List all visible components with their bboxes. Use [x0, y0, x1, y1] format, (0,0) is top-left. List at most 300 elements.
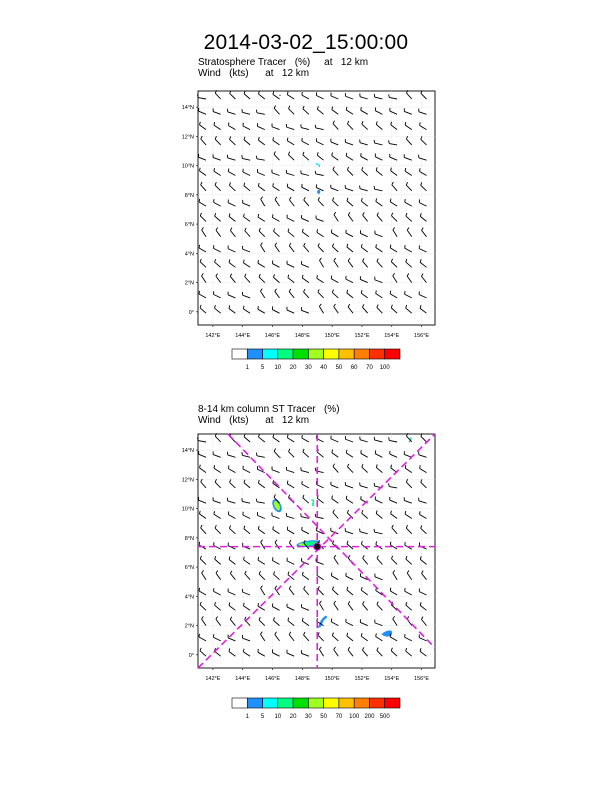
wind-barb — [243, 649, 250, 656]
wind-barb — [393, 616, 397, 625]
wind-barb-staff — [347, 124, 353, 130]
wind-barb-staff — [375, 157, 382, 161]
wind-barb-staff — [348, 604, 353, 610]
wind-barb-staff — [362, 307, 367, 313]
wind-barb-flag — [214, 168, 215, 171]
wind-barb — [361, 633, 367, 641]
wind-barb-flag — [230, 617, 232, 620]
colorbar-swatch — [324, 349, 339, 359]
wind-barb — [420, 213, 426, 221]
wind-barb-flag — [274, 228, 275, 231]
wind-barb — [200, 213, 206, 222]
wind-barb — [405, 291, 412, 298]
wind-barb-flag — [200, 305, 201, 308]
wind-barb-flag — [319, 601, 321, 604]
wind-barb-staff — [274, 231, 280, 236]
wind-barb — [258, 434, 264, 442]
wind-barb — [287, 92, 294, 99]
wind-barb-flag — [245, 228, 246, 231]
wind-barb — [361, 244, 367, 252]
wind-barb-staff — [420, 216, 426, 221]
wind-barb-flag — [303, 449, 304, 452]
wind-barb-staff — [244, 437, 250, 442]
wind-barb — [274, 105, 279, 114]
wind-barb — [315, 514, 323, 519]
wind-barb — [259, 228, 265, 237]
lon-label: 148°E — [294, 676, 310, 682]
wind-barb — [229, 182, 235, 190]
wind-barb-staff — [407, 230, 412, 237]
wind-barb-flag — [406, 648, 407, 651]
wind-barb — [302, 215, 309, 221]
wind-barb — [215, 90, 220, 99]
wind-barb-flag — [215, 259, 216, 262]
wind-barb-staff — [363, 215, 368, 221]
wind-barb — [216, 273, 221, 282]
wind-barb-staff — [332, 499, 339, 504]
wind-barb-staff — [258, 186, 264, 191]
bottom-subtitle-1: 8-14 km column ST Tracer (%) — [198, 404, 340, 415]
wind-barb — [287, 307, 294, 313]
wind-barb — [304, 586, 309, 595]
wind-barb-flag — [393, 570, 395, 573]
wind-barb-staff — [348, 261, 353, 267]
wind-barb — [303, 495, 309, 503]
wind-barb — [405, 465, 412, 473]
wind-barb-staff — [289, 200, 294, 206]
wind-barb-staff — [215, 605, 221, 610]
wind-barb-flag — [289, 197, 291, 200]
colorbar-swatch — [385, 698, 400, 708]
wind-barb — [273, 183, 280, 190]
wind-barb-staff — [244, 186, 250, 191]
wind-barb — [275, 632, 280, 641]
wind-barb — [406, 433, 411, 442]
top-subtitle-2: Wind (kts) at 12 km — [198, 68, 310, 79]
wind-barb-flag — [420, 122, 421, 125]
wind-barb — [301, 604, 308, 610]
wind-barb-flag — [260, 289, 262, 292]
wind-barb-staff — [393, 230, 397, 237]
wind-barb — [261, 243, 265, 252]
wind-barb-staff — [405, 514, 412, 518]
wind-barb — [275, 197, 279, 206]
colorbar-label: 100 — [349, 714, 360, 720]
wind-barb-flag — [362, 647, 363, 650]
wind-barb-flag — [420, 602, 421, 605]
wind-barb-staff — [346, 622, 353, 626]
wind-barb-flag — [391, 259, 392, 262]
wind-barb-staff — [261, 245, 265, 252]
wind-barb-flag — [406, 525, 407, 528]
wind-barb-staff — [389, 144, 397, 145]
wind-barb — [331, 276, 338, 283]
wind-barb-staff — [332, 636, 338, 641]
wind-barb-staff — [229, 185, 235, 190]
wind-barb — [228, 511, 235, 518]
wind-barb-flag — [287, 138, 288, 141]
wind-barb-flag — [391, 305, 392, 308]
wind-barb-flag — [362, 304, 363, 307]
wind-barb — [214, 511, 221, 518]
wind-barb-flag — [390, 542, 391, 545]
wind-barb — [227, 155, 235, 160]
wind-barb-flag — [407, 570, 409, 573]
wind-barb — [273, 434, 280, 442]
wind-barb — [288, 618, 294, 626]
wind-barb — [376, 121, 382, 129]
wind-barb — [273, 274, 279, 282]
wind-barb — [273, 617, 279, 625]
wind-barb — [331, 619, 338, 626]
wind-barb-flag — [420, 556, 421, 559]
wind-barb-staff — [406, 528, 412, 534]
wind-barb — [243, 260, 250, 268]
wind-barb — [347, 541, 353, 549]
wind-barb — [243, 512, 250, 519]
wind-barb-staff — [377, 261, 382, 267]
wind-barb-staff — [230, 482, 236, 487]
wind-barb-flag — [229, 182, 230, 185]
wind-barb — [275, 243, 280, 252]
wind-barb-flag — [200, 213, 201, 216]
wind-barb-flag — [391, 648, 392, 651]
wind-barb — [213, 451, 221, 457]
wind-barb — [404, 108, 412, 114]
wind-barb — [376, 290, 383, 297]
wind-barb-staff — [228, 203, 235, 206]
wind-barb — [377, 213, 382, 222]
wind-barb-staff — [375, 234, 382, 237]
wind-barb — [244, 434, 250, 442]
wind-barb — [334, 601, 338, 610]
wind-barb — [287, 138, 294, 145]
wind-barb-flag — [243, 649, 244, 652]
wind-barb — [317, 449, 323, 457]
wind-barb-staff — [390, 637, 397, 641]
wind-barb — [261, 197, 265, 206]
colorbar-swatch — [263, 349, 278, 359]
wind-barb-staff — [421, 276, 426, 282]
wind-barb-staff — [360, 486, 368, 488]
wind-barb-flag — [334, 647, 336, 650]
wind-barb-flag — [256, 156, 257, 159]
wind-barb-staff — [405, 248, 412, 252]
wind-barb — [243, 466, 250, 473]
wind-barb-staff — [258, 652, 265, 656]
wind-barb-flag — [289, 540, 291, 543]
wind-barb — [348, 601, 353, 610]
wind-barb-staff — [273, 94, 280, 99]
wind-barb-staff — [258, 606, 265, 610]
wind-barb — [214, 634, 221, 641]
colorbar-swatch — [369, 698, 384, 708]
wind-barb-flag — [258, 137, 259, 140]
wind-barb-flag — [319, 647, 321, 650]
wind-barb — [404, 451, 412, 457]
wind-barb — [286, 467, 294, 473]
wind-barb — [302, 481, 309, 488]
lat-label: 2°N — [184, 280, 194, 287]
wind-barb — [289, 243, 294, 252]
wind-barb-staff — [228, 172, 235, 176]
wind-barb — [421, 617, 426, 626]
wind-barb-staff — [333, 201, 339, 207]
wind-barb-staff — [199, 111, 206, 114]
wind-barb-flag — [243, 306, 244, 309]
wind-barb — [272, 603, 279, 610]
wind-barb — [345, 482, 353, 488]
wind-barb — [245, 274, 250, 283]
wind-barb — [201, 525, 206, 534]
wind-barb-staff — [361, 156, 368, 160]
wind-barb — [316, 92, 323, 99]
wind-barb — [376, 633, 383, 640]
wind-barb — [214, 542, 221, 549]
wind-barb — [389, 94, 397, 99]
wind-barb-staff — [244, 529, 250, 534]
colorbar-swatch — [385, 349, 400, 359]
wind-barb-staff — [318, 589, 324, 595]
wind-barb-staff — [376, 294, 383, 298]
wind-barb — [345, 139, 353, 145]
wind-barb — [272, 124, 280, 130]
wind-barb-staff — [243, 606, 250, 610]
lat-label: 0° — [188, 652, 194, 659]
wind-barb-staff — [420, 125, 427, 129]
wind-barb-staff — [215, 528, 221, 534]
wind-barb-staff — [316, 562, 324, 565]
wind-barb-flag — [215, 136, 216, 139]
wind-barb-staff — [347, 247, 353, 252]
wind-barb — [422, 228, 427, 237]
wind-barb — [228, 200, 235, 207]
wind-barb-flag — [389, 94, 390, 97]
wind-barb-flag — [229, 259, 230, 262]
wind-barb — [318, 289, 324, 298]
wind-barb — [304, 243, 309, 252]
wind-barb-staff — [363, 261, 368, 267]
wind-barb — [346, 496, 353, 503]
wind-barb-flag — [407, 273, 409, 276]
wind-barb-staff — [213, 501, 221, 504]
wind-barb-staff — [214, 202, 221, 206]
wind-barb-staff — [419, 592, 426, 595]
wind-barb-staff — [390, 294, 397, 298]
wind-barb-flag — [405, 511, 406, 514]
wind-barb-staff — [243, 249, 250, 252]
wind-barb — [362, 167, 368, 175]
wind-barb — [242, 292, 250, 298]
wind-barb-staff — [347, 293, 353, 298]
wind-barb — [199, 154, 206, 160]
wind-barb-flag — [332, 495, 333, 498]
wind-barb-flag — [361, 198, 362, 201]
wind-barb-staff — [199, 202, 206, 206]
wind-barb — [287, 184, 294, 191]
wind-barb-flag — [389, 140, 390, 143]
wind-barb — [419, 452, 427, 458]
wind-barb-staff — [228, 592, 235, 595]
wind-barb-staff — [243, 172, 250, 176]
wind-barb — [287, 558, 294, 565]
wind-barb-staff — [348, 215, 353, 221]
wind-barb-flag — [348, 601, 350, 604]
wind-barb-staff — [390, 111, 397, 114]
wind-barb-staff — [302, 187, 309, 191]
wind-barb — [347, 198, 353, 206]
wind-barb-flag — [245, 617, 246, 620]
wind-barb-staff — [287, 310, 294, 313]
wind-barb-flag — [333, 198, 334, 201]
wind-barb-staff — [346, 576, 353, 580]
wind-barb-staff — [201, 185, 206, 191]
wind-barb-staff — [303, 155, 309, 160]
wind-barb-flag — [334, 601, 336, 604]
wind-barb-flag — [376, 244, 377, 247]
wind-barb-staff — [243, 592, 250, 595]
wind-barb-staff — [257, 502, 265, 503]
wind-barb-flag — [273, 617, 274, 620]
wind-barb-staff — [360, 279, 367, 282]
wind-barb — [420, 259, 426, 267]
wind-barb — [376, 541, 383, 549]
wind-barb — [229, 525, 235, 533]
wind-barb — [228, 292, 235, 298]
wind-barb-flag — [348, 304, 350, 307]
wind-barb — [275, 289, 280, 298]
wind-barb-staff — [273, 529, 280, 533]
wind-barb-staff — [377, 215, 382, 221]
wind-barb — [419, 199, 426, 206]
wind-barb-flag — [304, 586, 305, 589]
wind-barb-flag — [319, 304, 321, 307]
wind-barb — [360, 186, 368, 191]
wind-barb-flag — [304, 289, 305, 292]
wind-barb-staff — [214, 248, 221, 252]
wind-barb-staff — [287, 173, 295, 175]
wind-barb-flag — [288, 572, 289, 575]
wind-barb — [419, 291, 426, 297]
wind-barb — [302, 572, 308, 580]
wind-barb-flag — [389, 437, 390, 440]
wind-barb — [228, 589, 235, 595]
wind-barb — [259, 571, 265, 580]
wind-barb-staff — [360, 97, 368, 99]
wind-barb-staff — [302, 232, 308, 237]
wind-barb — [215, 213, 221, 221]
wind-barb-flag — [244, 480, 245, 483]
wind-barb-staff — [214, 591, 221, 595]
wind-barb-staff — [202, 276, 206, 283]
wind-barb-flag — [214, 122, 215, 125]
wind-barb — [230, 90, 236, 99]
wind-barb — [345, 436, 353, 442]
wind-barb — [360, 483, 368, 488]
wind-barb-flag — [230, 136, 231, 139]
wind-barb-flag — [334, 555, 336, 558]
wind-barb-flag — [259, 617, 260, 620]
wind-barb-staff — [243, 126, 250, 130]
wind-barb-flag — [261, 243, 263, 246]
wind-barb-staff — [243, 469, 250, 473]
wind-barb — [346, 107, 353, 114]
wind-barb — [391, 213, 397, 222]
wind-barb-staff — [332, 590, 338, 595]
wind-barb-staff — [347, 590, 353, 595]
wind-barb-flag — [258, 557, 259, 560]
wind-barb-flag — [392, 182, 393, 185]
wind-barb-staff — [348, 307, 353, 313]
wind-barb-flag — [258, 603, 259, 606]
wind-barb-staff — [303, 498, 309, 503]
wind-barb-flag — [420, 465, 421, 468]
wind-barb — [315, 171, 323, 176]
wind-barb-flag — [215, 602, 216, 605]
wind-barb-flag — [275, 586, 277, 589]
wind-barb — [230, 274, 235, 283]
wind-barb-flag — [363, 212, 365, 215]
wind-barb — [407, 227, 412, 236]
wind-barb-staff — [243, 638, 251, 641]
wind-barb-staff — [334, 604, 338, 611]
wind-barb-flag — [333, 541, 334, 544]
wind-barb — [405, 122, 412, 130]
wind-barb-flag — [347, 198, 348, 201]
wind-barb-staff — [360, 532, 368, 534]
wind-barb-flag — [302, 572, 303, 575]
lon-label: 142°E — [205, 333, 221, 339]
wind-barb — [199, 511, 206, 519]
wind-barb — [332, 290, 338, 298]
wind-barb — [390, 497, 397, 503]
wind-barb-staff — [389, 97, 397, 99]
wind-barb-flag — [363, 555, 365, 558]
wind-barb-flag — [318, 197, 319, 200]
wind-barb-staff — [245, 231, 250, 237]
wind-barb — [347, 587, 353, 595]
wind-barb-flag — [244, 557, 245, 560]
wind-barb — [199, 542, 206, 549]
wind-barb-staff — [216, 573, 221, 579]
wind-barb-flag — [215, 479, 216, 482]
wind-barb-flag — [347, 244, 348, 247]
wind-barb-flag — [256, 110, 257, 113]
wind-barb-staff — [404, 111, 411, 114]
wind-barb-staff — [316, 188, 323, 191]
wind-barb-flag — [243, 260, 244, 263]
wind-barb — [317, 229, 324, 236]
wind-barb — [214, 291, 221, 298]
wind-barb-staff — [288, 155, 294, 161]
wind-barb-flag — [406, 259, 407, 262]
wind-barb-flag — [199, 168, 200, 171]
wind-barb-staff — [243, 309, 250, 313]
wind-barb — [407, 570, 412, 579]
wind-barb-staff — [289, 589, 294, 595]
wind-barb-staff — [375, 532, 383, 534]
wind-barb — [288, 229, 294, 237]
wind-barb-staff — [360, 233, 367, 236]
wind-barb-flag — [288, 618, 289, 621]
wind-barb-staff — [332, 247, 338, 252]
wind-barb-staff — [420, 262, 426, 267]
wind-barb-staff — [392, 528, 397, 534]
wind-barb — [272, 649, 279, 656]
wind-barb — [258, 526, 264, 534]
wind-barb-staff — [244, 560, 251, 565]
wind-barb-flag — [303, 152, 304, 155]
